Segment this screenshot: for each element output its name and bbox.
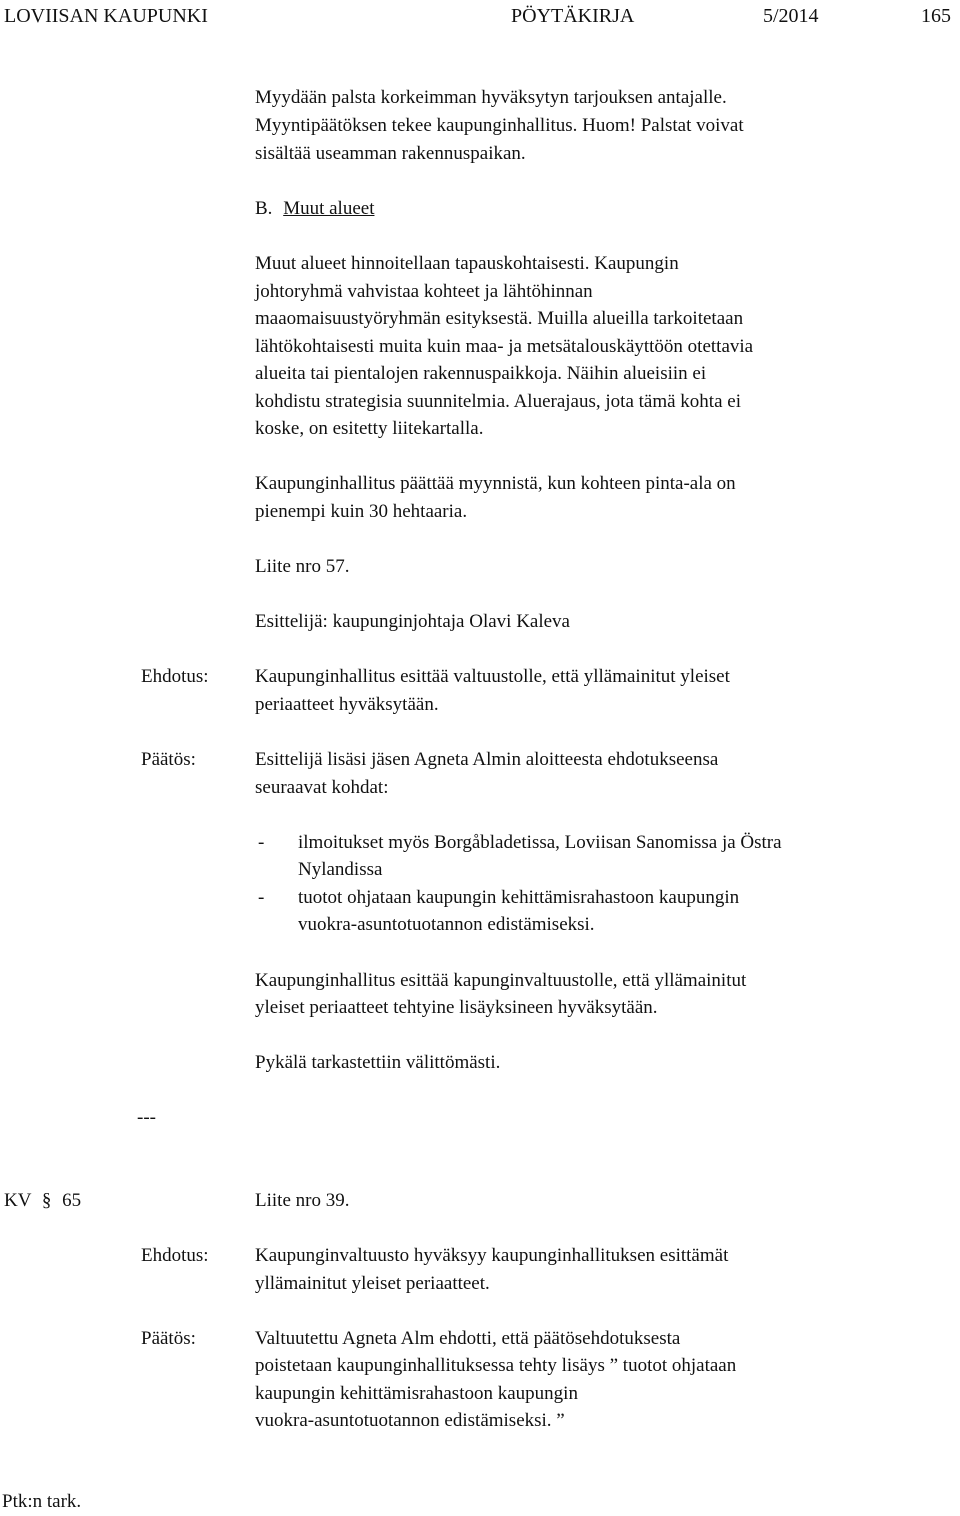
attachment-reference: Liite nro 57. [255,556,350,577]
bullet-text-line: Nylandissa [298,859,383,880]
decision-label: Päätös: [141,749,196,770]
body-text-line: Myyntipäätöksen tekee kaupunginhallitus. Huom! Palstat voivat [255,115,744,136]
bullet-dash: - [258,832,265,853]
body-text-line: pienempi kuin 30 hehtaaria. [255,501,468,522]
section-title: Muut alueet [283,198,375,219]
proposal-label: Ehdotus: [141,666,209,687]
bullet-text-line: vuokra-asuntotuotannon edistämiseksi. [298,914,595,935]
kv-decision-text-line: Valtuutettu Agneta Alm ehdotti, että päätösehdotuksesta [255,1328,681,1349]
proposal-text-line: Kaupunginhallitus esittää valtuustolle, että yllämainitut yleiset [255,666,730,687]
body-text-line: Kaupunginhallitus esittää kapunginvaltuustolle, että yllämainitut [255,970,747,991]
body-text-line: kohdistu strategisia suunnitelmia. Aluerajaus, jota tämä kohta ei [255,391,741,412]
body-text-line: alueita tai pientalojen rakennuspaikkoja. Näihin alueisiin ei [255,363,707,384]
kv-decision-text-line: kaupungin kehittämisrahastoon kaupungin [255,1383,578,1404]
section-prefix: B. [255,198,273,219]
body-text-line: Myydään palsta korkeimman hyväksytyn tarjouksen antajalle. [255,87,727,108]
header-page-number: 165 [921,5,951,27]
kv-proposal-label: Ehdotus: [141,1245,209,1266]
bullet-text-line: ilmoitukset myös Borgåbladetissa, Loviisan Sanomissa ja Östra [298,832,782,853]
kv-decision-label: Päätös: [141,1328,196,1349]
body-text-line: Muut alueet hinnoitellaan tapauskohtaisesti. Kaupungin [255,253,679,274]
body-text-line: Kaupunginhallitus päättää myynnistä, kun kohteen pinta-ala on [255,473,736,494]
body-text-line: maaomaisuustyöryhmän esityksestä. Muilla alueilla tarkoitetaan [255,308,744,329]
kv-number: 65 [62,1190,82,1211]
bullet-text-line: tuotot ohjataan kaupungin kehittämisrahastoon kaupungin [298,887,740,908]
proposal-text-line: periaatteet hyväksytään. [255,694,439,715]
kv-prefix: KV [4,1190,32,1211]
bullet-dash: - [258,887,265,908]
kv-decision-text-line: vuokra-asuntotuotannon edistämiseksi. ” [255,1410,565,1431]
decision-text-line: seuraavat kohdat: [255,777,389,798]
checked-note: Pykälä tarkastettiin välittömästi. [255,1052,501,1073]
footer-minutes-checker: Ptk:n tark. [2,1491,82,1512]
section-heading [255,195,374,223]
kv-proposal-text-line: Kaupunginvaltuusto hyväksyy kaupunginhallituksen esittämät [255,1245,729,1266]
body-text-line: lähtökohtaisesti muita kuin maa- ja metsätalouskäyttöön otettavia [255,336,754,357]
kv-decision-text-line: poistetaan kaupunginhallituksessa tehty lisäys ” tuotot ohjataan [255,1355,737,1376]
body-text-line: yleiset periaatteet tehtyine lisäyksineen hyväksytään. [255,997,658,1018]
kv-attachment: Liite nro 39. [255,1190,350,1211]
kv-section-number [4,1187,81,1215]
body-text-line: koske, on esitetty liitekartalla. [255,418,484,439]
body-text-line: sisältää useamman rakennuspaikan. [255,143,526,164]
presenter-line: Esittelijä: kaupunginjohtaja Olavi Kaleva [255,611,570,632]
kv-proposal-text-line: yllämainitut yleiset periaatteet. [255,1273,490,1294]
section-separator: --- [137,1107,156,1128]
section-sign: § [41,1190,52,1211]
decision-text-line: Esittelijä lisäsi jäsen Agneta Almin aloitteesta ehdotukseensa [255,749,719,770]
header-doc-type: PÖYTÄKIRJA [511,5,635,27]
body-text-line: johtoryhmä vahvistaa kohteet ja lähtöhinnan [255,281,593,302]
header-issue: 5/2014 [763,5,819,27]
header-city: LOVIISAN KAUPUNKI [4,5,208,27]
